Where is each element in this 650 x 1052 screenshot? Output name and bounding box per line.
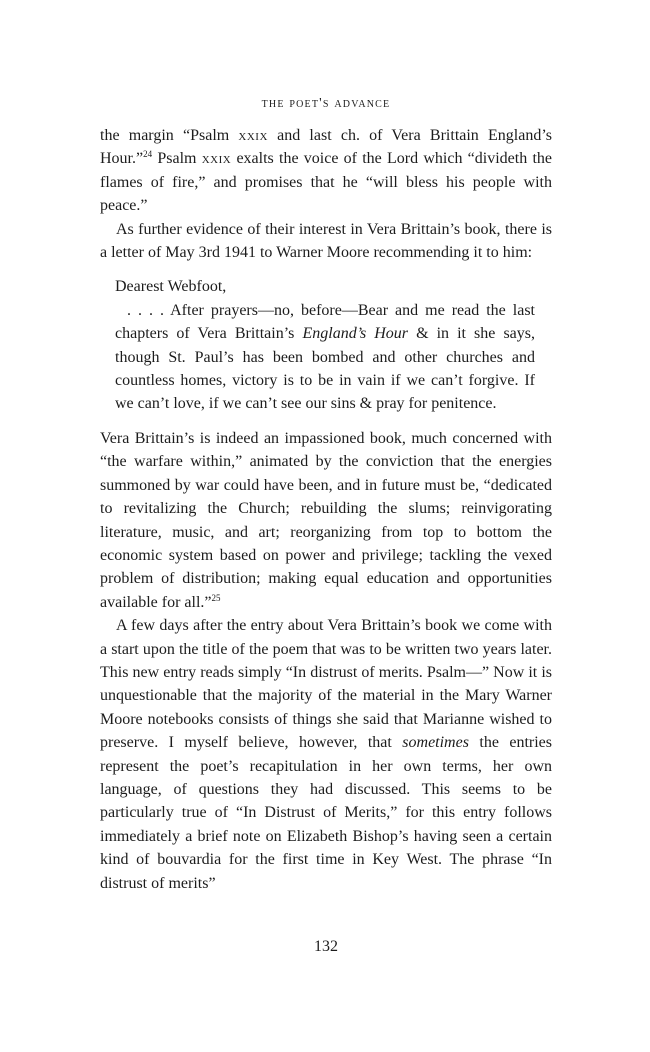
letter-body: . . . . After prayers—no, before—Bear and me read the last chapters of Vera Brittain’s England’s Hour & in it she says, though St. Paul’s has been bombed and other churches and countless homes, victory is to be in vain if we can’t forgive. If we can’t love, if we can’t see our sins & pray for penitence. [115, 301, 536, 413]
body-text [100, 124, 552, 895]
paragraph-2: As further evidence of their interest in Vera Brittain’s book, there is a letter of May 3rd 1941 to Warner Moore recommending it to him: [100, 220, 552, 262]
paragraph-4: A few days after the entry about Vera Brittain’s book we come with a start upon the title of the poem that was to be written two years later. This new entry reads simply “In distrust of merits. Psalm—” Now it is unquestionable that the majority of the material in the Mary Warner Moore notebooks consists of things she said that Marianne wished to preserve. I myself believe, however, that sometimes the entries represent the poet’s recapitulation in her own terms, her own language, of questions they had discussed. This seems to be particularly true of “In Distrust of Merits,” for this entry follows immediately a brief note on Elizabeth Bishop’s having seen a certain kind of bouvardia for the first time in Key West. The phrase “In distrust of merits” [100, 617, 552, 892]
roman-numeral: xxix [238, 127, 268, 144]
footnote-ref-25: 25 [211, 592, 221, 603]
running-head: the poet's advance [261, 96, 391, 111]
page-number: 132 [314, 938, 338, 955]
roman-numeral: xxix [201, 150, 232, 168]
letter-salutation: Dearest Webfoot, [115, 278, 227, 296]
footnote-ref-24: 24 [143, 149, 153, 160]
paragraph-1: the margin “Psalm xxix and last ch. of Vera Brittain England’s Hour.”$^{24}$ Psalm xxix exalts the voice of the Lord which “divideth the flames of fire,” and promises that he “will bless his people with peace.” [100, 127, 553, 215]
book-title: England’s Hour [302, 325, 409, 343]
paragraph-3: Vera Brittain’s is indeed an impassioned book, much concerned with “the warfare within,” animated by the conviction that the energies summoned by war could have been, and in future must be, “dedicated to revitalizing the Church; rebuilding the slums; reinvigorating literature, music, and art; reorganizing from top to bottom the economic system based on power and privilege; tackling the vexed problem of distribution; making equal education and opportunities available for all.”$^{25}$ [100, 429, 552, 611]
letter-quote [115, 275, 535, 415]
emphasis: sometimes [402, 734, 469, 752]
